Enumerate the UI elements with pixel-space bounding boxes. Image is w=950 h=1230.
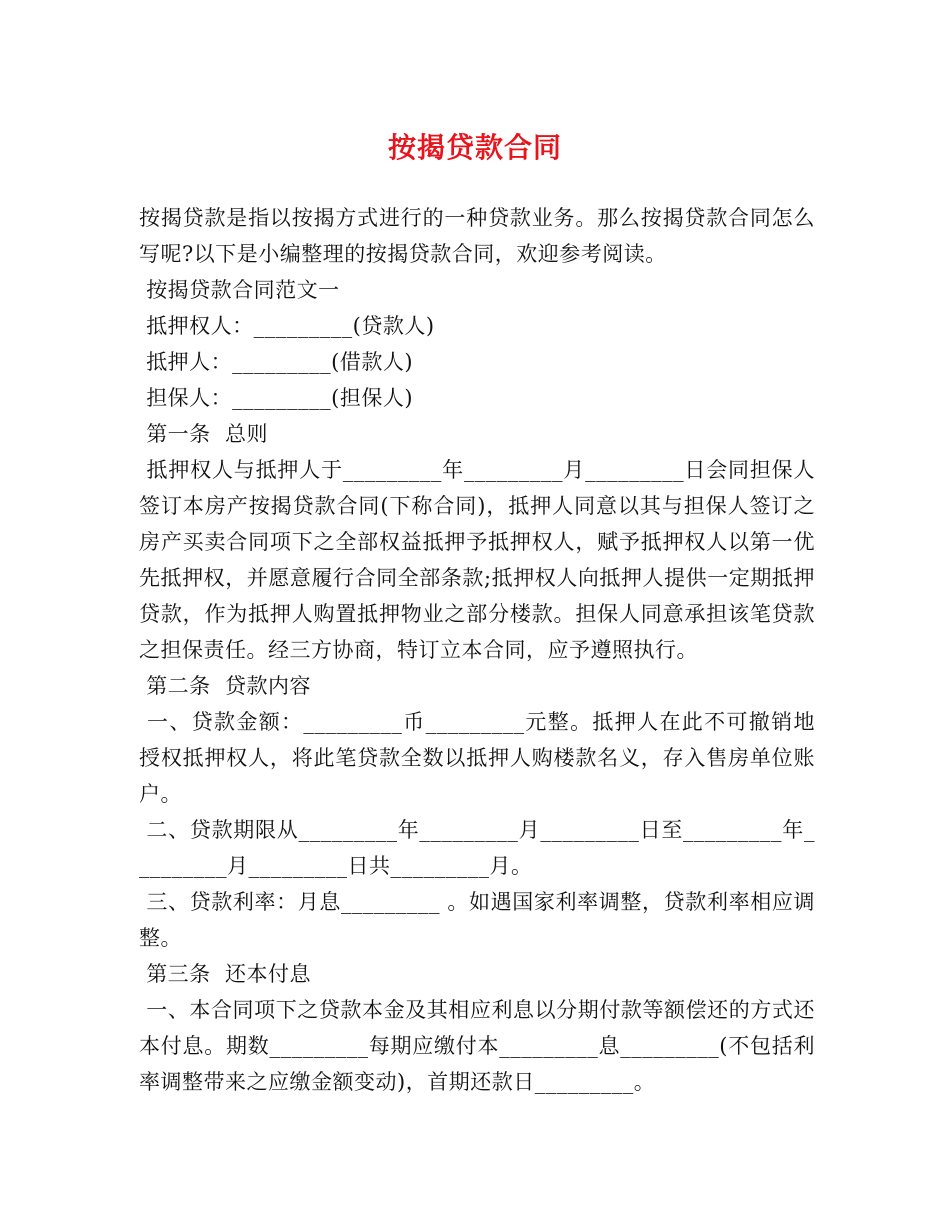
document-body	[139, 200, 815, 1100]
loan-term-clause: 二、贷款期限从_________年_________月_________日至_________年_________月_________日共_________月。	[139, 818, 815, 878]
guarantor-line: 担保人：_________(担保人)	[139, 386, 414, 410]
document-title: 按揭贷款合同	[387, 131, 562, 164]
repayment-clause: 一、本合同项下之贷款本金及其相应利息以分期付款等额偿还的方式还本付息。期数_________每期应缴付本_________息_________(不包括利率调整带来之应缴金额变动)，首期还款日_________。	[139, 998, 815, 1094]
mortgagee-line: 抵押权人：_________(贷款人)	[139, 314, 435, 338]
article-1-body: 抵押权人与抵押人于_________年_________月_________日会同担保人签订本房产按揭贷款合同(下称合同)，抵押人同意以其与担保人签订之房产买卖合同项下之全部权益抵押予抵押权人，赋予抵押权人以第一优先抵押权，并愿意履行合同全部条款;抵押权人向抵押人提供一定期抵押贷款，作为抵押人购置抵押物业之部分楼款。担保人同意承担该笔贷款之担保责任。经三方协商，特订立本合同，应予遵照执行。	[139, 458, 815, 662]
article-1-heading: 第一条 总则	[139, 422, 269, 446]
article-3-heading: 第三条 还本付息	[139, 962, 312, 986]
loan-amount-clause: 一、贷款金额：_________币_________元整。抵押人在此不可撤销地授权抵押权人，将此笔贷款全数以抵押人购楼款名义，存入售房单位账户。	[139, 710, 815, 806]
intro-paragraph: 按揭贷款是指以按揭方式进行的一种贷款业务。那么按揭贷款合同怎么写呢?以下是小编整理的按揭贷款合同，欢迎参考阅读。	[139, 206, 815, 266]
mortgagor-line: 抵押人：_________(借款人)	[139, 350, 414, 374]
sample-heading: 按揭贷款合同范文一	[139, 278, 340, 302]
loan-rate-clause: 三、贷款利率：月息_________ 。如遇国家利率调整，贷款利率相应调整。	[139, 890, 815, 950]
article-2-heading: 第二条 贷款内容	[139, 674, 312, 698]
